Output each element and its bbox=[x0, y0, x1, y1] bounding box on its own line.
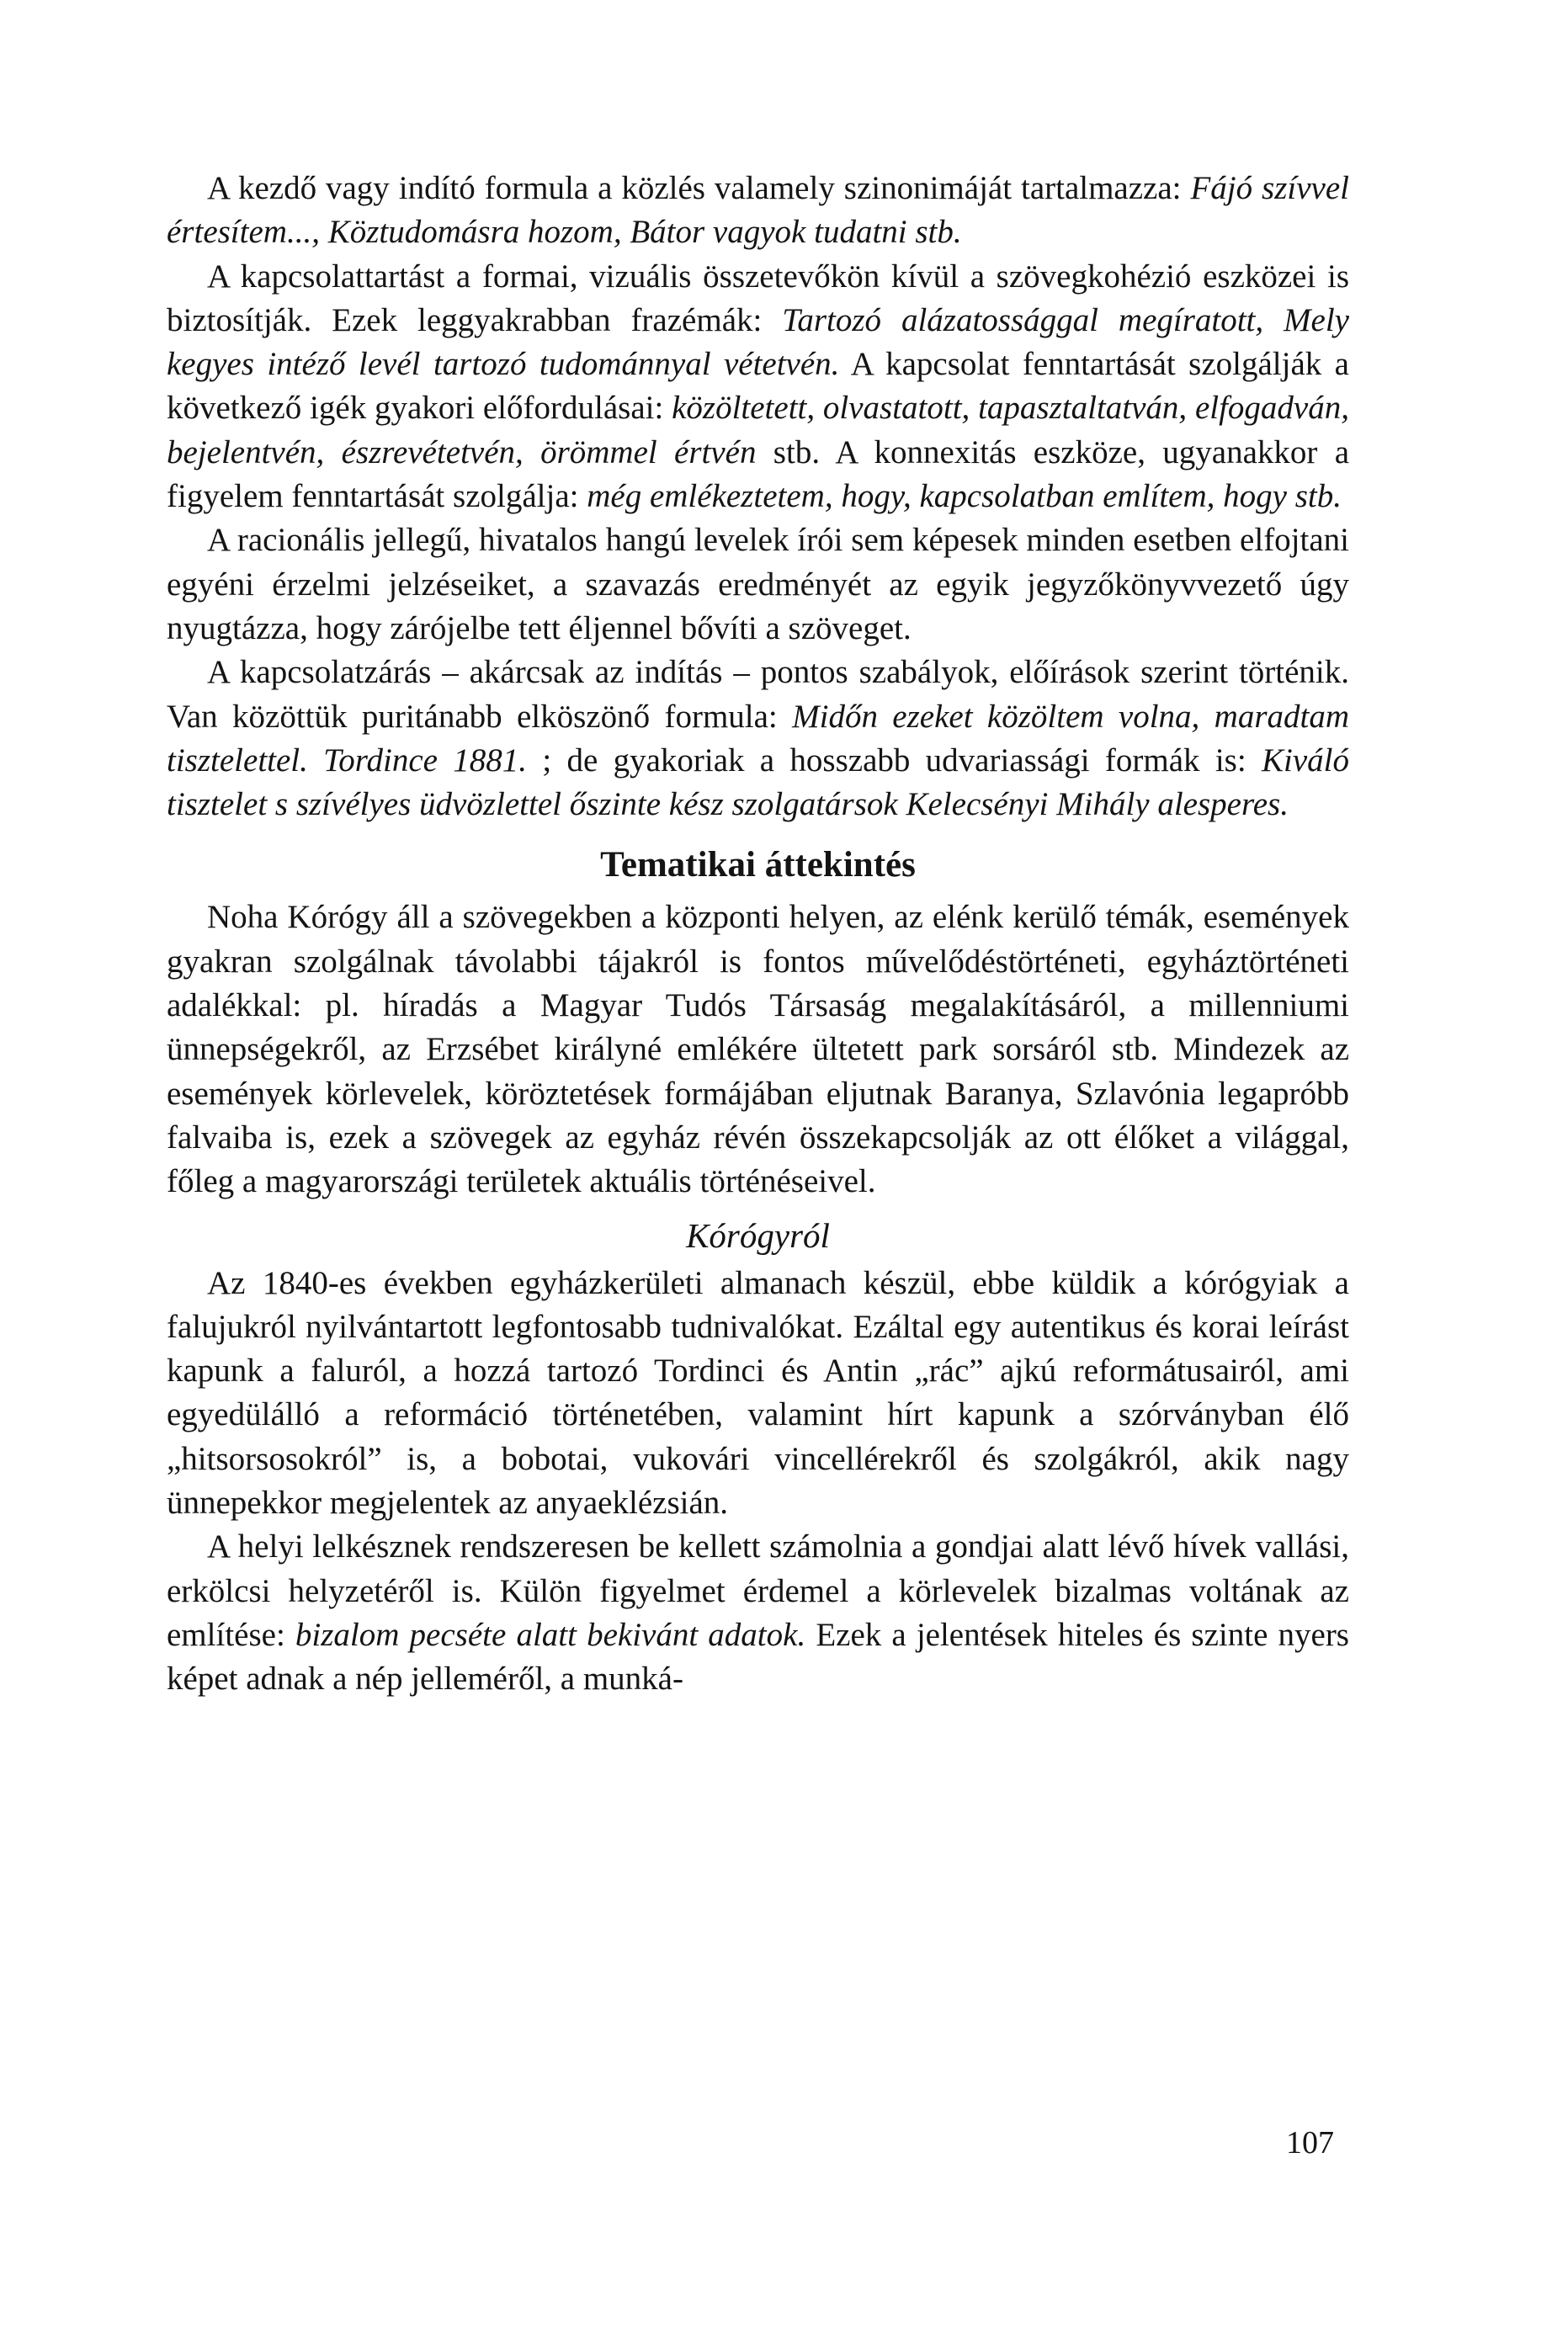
italic-example: Kiváló tisztelet s szívélyes üdvözlettel őszinte kész szolgatársok Kelecsényi Mihály alesperes. bbox=[167, 741, 1349, 823]
paragraph bbox=[167, 651, 1349, 826]
text-run: A kapcsolatzárás – akárcsak az indítás – pontos szabályok, előírások szerint történik. Van közöttük puritánabb elköszönő formula: bbox=[167, 654, 1349, 735]
italic-example: Midőn ezeket közöltem volna, maradtam tisztelettel. Tordince 1881. bbox=[167, 698, 1349, 779]
paragraph bbox=[167, 167, 1349, 255]
text-run: A kapcsolat fenntartását szolgálják a következő igék gyakori előfordulásai: bbox=[167, 346, 1349, 427]
text-run: Ezek a jelentések hiteles és szinte nyers képet adnak a nép jelleméről, a munká- bbox=[167, 1616, 1349, 1698]
text-run: A helyi lelkésznek rendszeresen be kellett számolnia a gondjai alatt lévő hívek vallási, erkölcsi helyzetéről is. Külön figyelmet érdemel a körlevelek bizalmas voltának az említése: bbox=[167, 1528, 1349, 1653]
text-run: ; de gyakoriak a hosszabb udvariassági formák is: bbox=[527, 741, 1262, 779]
text-run: A kapcsolattartást a formai, vizuális összetevőkön kívül a szövegkohézió eszközei is biztosítják. Ezek leggyakrabban frazémák: bbox=[167, 258, 1349, 338]
subsection-heading: Kórógyról bbox=[686, 1215, 830, 1255]
book-page bbox=[167, 167, 1349, 1702]
italic-example: közöltetett, olvastatott, tapasztaltatván, elfogadván, bejelentvén, észrevétetvén, örömmel értvén bbox=[167, 390, 1349, 470]
italic-example: bizalom pecséte alatt bekivánt adatok. bbox=[295, 1616, 806, 1653]
italic-example: Fájó szívvel értesítem..., Köztudomásra hozom, Bátor vagyok tudatni stb. bbox=[167, 170, 1350, 251]
text-run: Noha Kórógy áll a szövegekben a központi helyen, az elénk kerülő témák, események gyakran szolgálnak távolabbi tájakról is fontos művelődéstörténeti, egyháztörténeti adalékkal: pl. híradás a Magyar Tudós Társaság megalakításáról, a millenniumi ünnepségekről, az Erzsébet királyné emlékére ültetett park sorsáról stb. Mindezek az események körlevelek, köröztetések formájában eljutnak Baranya, Szlavónia legapróbb falvaiba is, ezek a szövegek az egyház révén összekapcsolják az ott élőket a világgal, főleg a magyarországi területek aktuális történéseivel. bbox=[167, 899, 1349, 1200]
text-run: A kezdő vagy indító formula a közlés valamely szinonimáját tartalmazza: bbox=[207, 170, 1191, 206]
section-heading: Tematikai áttekintés bbox=[600, 845, 916, 885]
italic-example: Tartozó alázatossággal megíratott, Mely kegyes intéző levél tartozó tudománnyal vétetvén. bbox=[167, 301, 1349, 383]
paragraph bbox=[167, 1262, 1349, 1526]
page-number: 107 bbox=[1286, 2125, 1334, 2161]
paragraph bbox=[167, 518, 1349, 651]
paragraph bbox=[167, 255, 1349, 519]
text-run: Az 1840-es években egyházkerületi almanach készül, ebbe küldik a kórógyiak a falujukról nyilvántartott legfontosabb tudnivalókat. Ezáltal egy autentikus és korai leírást kapunk a faluról, a hozzá tartozó Tordinci és Antin „rác” ajkú reformátusairól, ami egyedülálló a reformáció történetében, valamint hírt kapunk a szórványban élő „hitsorsosokról” is, a bobotai, vukovári vincellérekről és szolgákról, akik nagy ünnepekkor megjelentek az anyaeklézsián. bbox=[167, 1264, 1349, 1522]
text-run: stb. A konnexitás eszköze, ugyanakkor a figyelem fenntartását szolgálja: bbox=[167, 433, 1349, 515]
italic-example: még emlékeztetem, hogy, kapcsolatban említem, hogy stb. bbox=[587, 478, 1342, 515]
text-run: A racionális jellegű, hivatalos hangú levelek írói sem képesek minden esetben elfojtani egyéni érzelmi jelzéseiket, a szavazás eredményét az egyik jegyzőkönyvvezető úgy nyugtázza, hogy zárójelbe tett éljennel bővíti a szöveget. bbox=[167, 522, 1349, 646]
paragraph bbox=[167, 896, 1349, 1204]
paragraph bbox=[167, 1525, 1349, 1701]
